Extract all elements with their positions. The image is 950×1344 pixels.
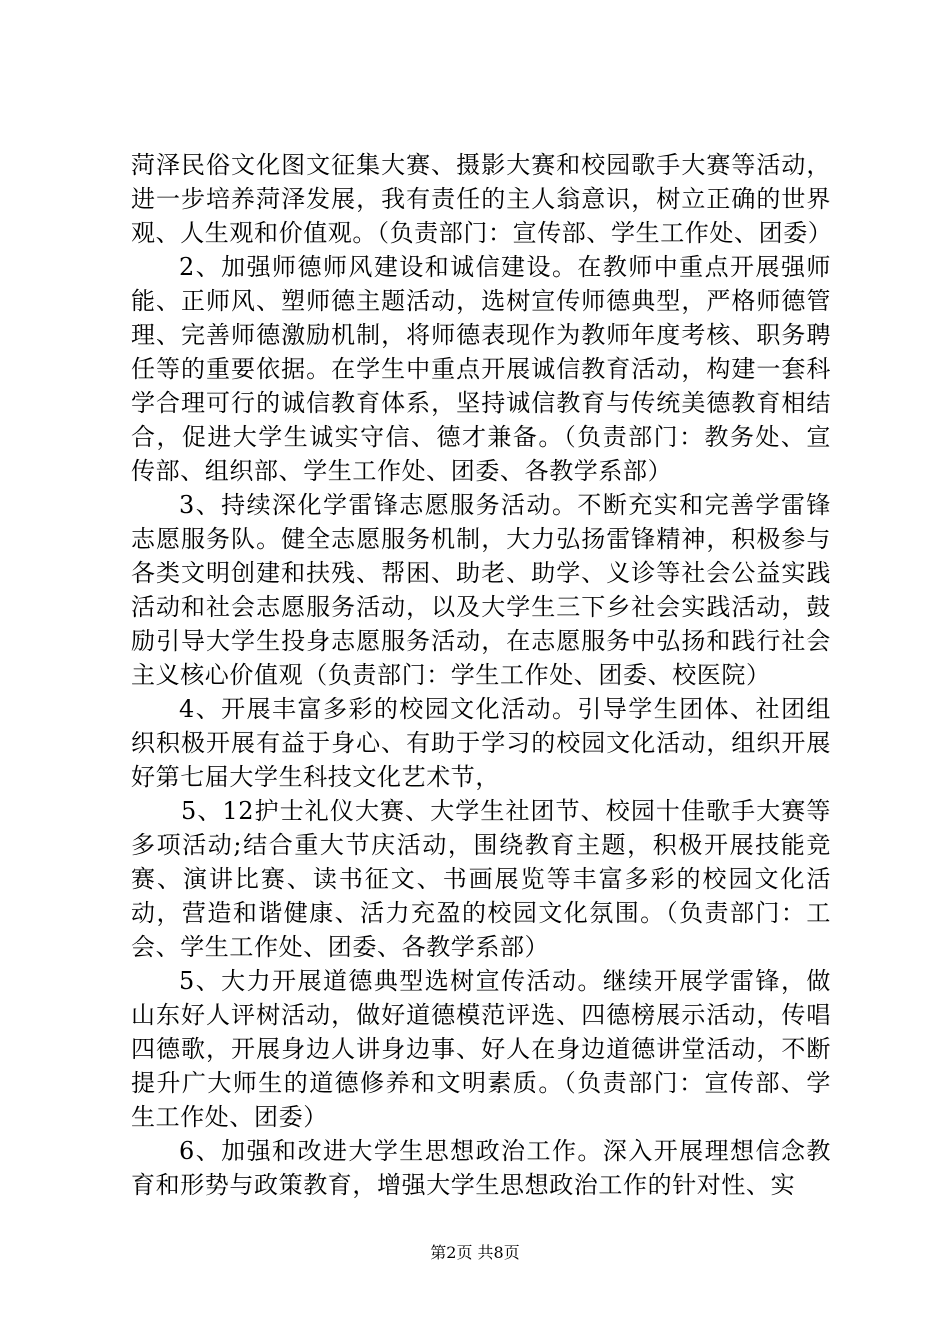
paragraph-item-4: 4、开展丰富多彩的校园文化活动。引导学生团体、社团组织积极开展有益于身心、有助于学习的校园文化活动，组织开展好第七届大学生科技文化艺术节，	[131, 695, 831, 791]
document-body	[131, 148, 831, 1202]
paragraph-item-5b: 5、大力开展道德典型选树宣传活动。继续开展学雷锋，做山东好人评树活动，做好道德模范评选、四德榜展示活动，传唱四德歌，开展身边人讲身边事、好人在身边道德讲堂活动，不断提升广大师生的道德修养和文明素质。（负责部门：宣传部、学生工作处、团委）	[131, 967, 831, 1131]
paragraph-item-5a: 5、12护士礼仪大赛、大学生社团节、校园十佳歌手大赛等多项活动;结合重大节庆活动，围绕教育主题，积极开展技能竞赛、演讲比赛、读书征文、书画展览等丰富多彩的校园文化活动，营造和谐健康、活力充盈的校园文化氛围。（负责部门：工会、学生工作处、团委、各教学系部）	[131, 797, 831, 961]
paragraph-continued: 菏泽民俗文化图文征集大赛、摄影大赛和校园歌手大赛等活动，进一步培养菏泽发展，我有责任的主人翁意识，树立正确的世界观、人生观和价值观。（负责部门：宣传部、学生工作处、团委）	[131, 151, 833, 247]
paragraph-item-2: 2、加强师德师风建设和诚信建设。在教师中重点开展强师能、正师风、塑师德主题活动，选树宣传师德典型，严格师德管理、完善师德激励机制，将师德表现作为教师年度考核、职务聘任等的重要依据。在学生中重点开展诚信教育活动，构建一套科学合理可行的诚信教育体系，坚持诚信教育与传统美德教育相结合，促进大学生诚实守信、德才兼备。（负责部门：教务处、宣传部、组织部、学生工作处、团委、各教学系部）	[131, 253, 831, 485]
paragraph-item-3: 3、持续深化学雷锋志愿服务活动。不断充实和完善学雷锋志愿服务队。健全志愿服务机制，大力弘扬雷锋精神，积极参与各类文明创建和扶残、帮困、助老、助学、义诊等社会公益实践活动和社会志愿服务活动，以及大学生三下乡社会实践活动，鼓励引导大学生投身志愿服务活动，在志愿服务中弘扬和践行社会主义核心价值观（负责部门：学生工作处、团委、校医院）	[131, 491, 831, 689]
paragraph-item-6: 6、加强和改进大学生思想政治工作。深入开展理想信念教育和形势与政策教育，增强大学生思想政治工作的针对性、实	[131, 1137, 831, 1199]
page-number-footer: 第2页 共8页	[430, 1243, 520, 1262]
